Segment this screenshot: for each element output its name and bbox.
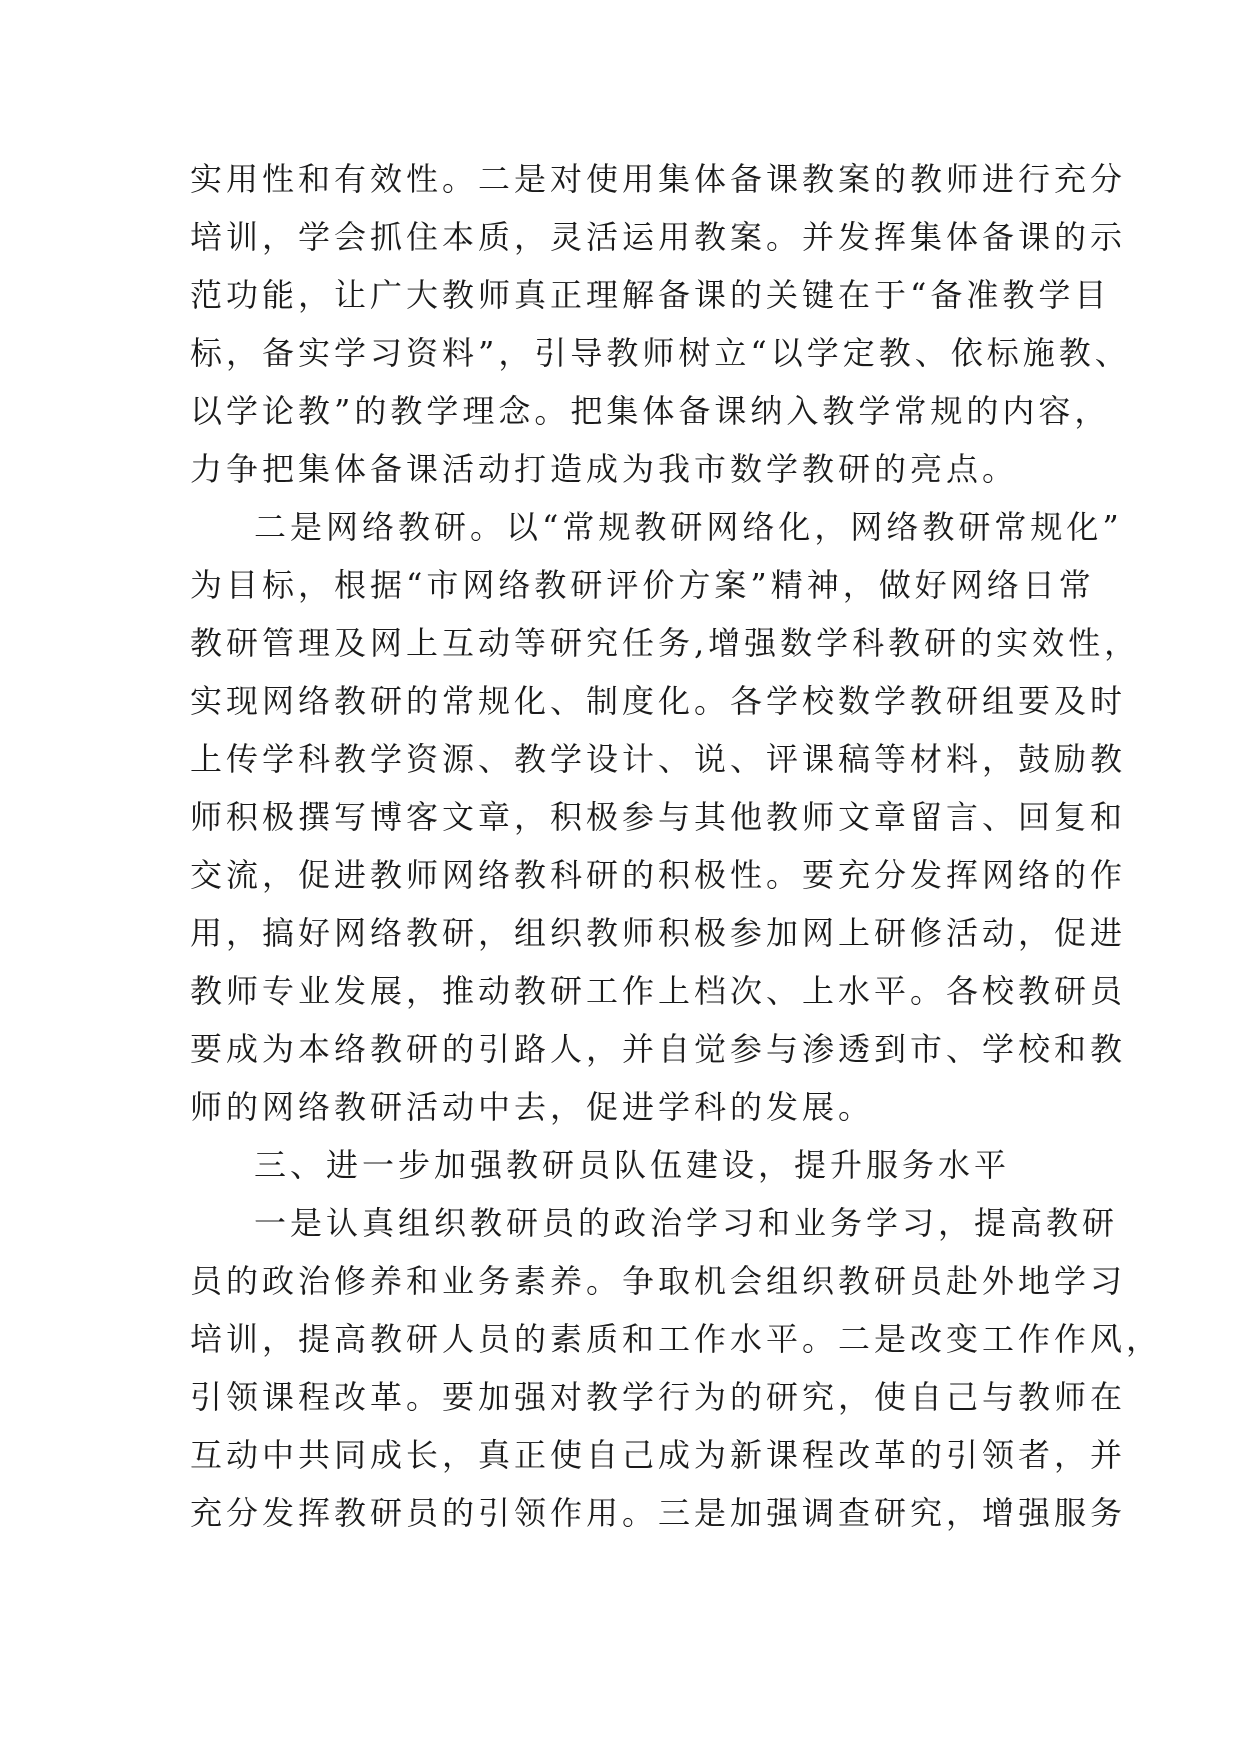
- text-line: 引领课程改革。要加强对教学行为的研究，使自己与教师在: [190, 1378, 1127, 1416]
- text-line: 以学论教”的教学理念。把集体备课纳入教学常规的内容，: [190, 392, 1111, 430]
- text-line: 为目标，根据“市网络教研评价方案”精神，做好网络日常: [190, 566, 1095, 604]
- text-line: 要成为本络教研的引路人，并自觉参与渗透到市、学校和教: [190, 1030, 1127, 1068]
- paragraph-staff-building: [190, 1194, 1163, 1542]
- text-line: 互动中共同成长，真正使自己成为新课程改革的引领者，并: [190, 1436, 1127, 1474]
- text-line: 交流，促进教师网络教科研的积极性。要充分发挥网络的作: [190, 856, 1127, 894]
- text-line: 师的网络教研活动中去，促进学科的发展。: [190, 1088, 875, 1126]
- text-line: 用，搞好网络教研，组织教师积极参加网上研修活动，促进: [190, 914, 1127, 952]
- text-line: 二是网络教研。以“常规教研网络化，网络教研常规化”: [254, 508, 1123, 546]
- text-line: 上传学科教学资源、教学设计、说、评课稿等材料，鼓励教: [190, 740, 1127, 778]
- paragraph-network-research: [190, 498, 1141, 1136]
- text-line: 培训，提高教研人员的素质和工作水平。二是改变工作作风，: [190, 1320, 1163, 1358]
- text-line: 实用性和有效性。二是对使用集体备课教案的教师进行充分: [190, 160, 1127, 198]
- text-line: 范功能，让广大教师真正理解备课的关键在于“备准教学目: [190, 276, 1111, 314]
- section-heading: [190, 1136, 1050, 1194]
- paragraph-collective-lesson-prep: [190, 150, 1131, 498]
- document-body: [190, 150, 1163, 1542]
- text-line: 标，备实学习资料”，引导教师树立“以学定教、依标施教、: [190, 334, 1131, 372]
- text-line: 员的政治修养和业务素养。争取机会组织教研员赴外地学习: [190, 1262, 1127, 1300]
- text-line: 实现网络教研的常规化、制度化。各学校数学教研组要及时: [190, 682, 1127, 720]
- text-line: 充分发挥教研员的引领作用。三是加强调查研究，增强服务: [190, 1494, 1127, 1532]
- text-line: 力争把集体备课活动打造成为我市数学教研的亮点。: [190, 450, 1019, 488]
- text-line: 培训，学会抓住本质，灵活运用教案。并发挥集体备课的示: [190, 218, 1127, 256]
- text-line: 师积极撰写博客文章，积极参与其他教师文章留言、回复和: [190, 798, 1127, 836]
- text-line: 教师专业发展，推动教研工作上档次、上水平。各校教研员: [190, 972, 1127, 1010]
- heading-line: 三、进一步加强教研员队伍建设，提升服务水平: [254, 1146, 1011, 1184]
- text-line: 一是认真组织教研员的政治学习和业务学习，提高教研: [254, 1204, 1119, 1242]
- text-line: 教研管理及网上互动等研究任务,增强数学科教研的实效性，: [190, 624, 1141, 662]
